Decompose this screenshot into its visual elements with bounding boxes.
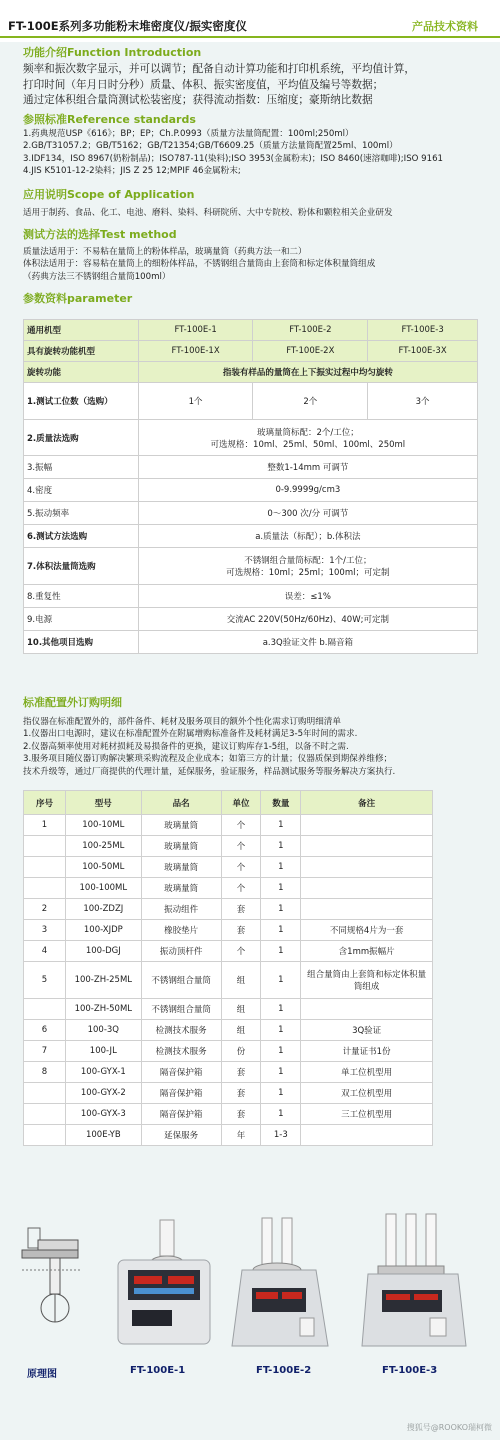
caption-schematic: 原理图: [27, 1369, 57, 1380]
order-cell: 3Q验证: [301, 1020, 433, 1041]
order-cell: 单工位机型用: [301, 1062, 433, 1083]
order-cell: 1: [261, 1041, 301, 1062]
order-row: [24, 1125, 433, 1146]
order-cell: [301, 836, 433, 857]
order-row: [24, 962, 433, 999]
order-cell: 1-3: [261, 1125, 301, 1146]
application-text: [23, 207, 493, 219]
param-value-line: 可选规格：10ml、25ml、50ml、100ml、250ml: [210, 439, 406, 450]
param-value: FT-100E-1: [138, 320, 253, 341]
order-col-header: 序号: [24, 791, 66, 815]
order-cell: 套: [221, 920, 261, 941]
application-heading: 应用说明Scope of Application: [23, 188, 195, 201]
params-row: [24, 631, 478, 654]
param-label: 9.电源: [24, 608, 139, 631]
test-method-text: [23, 246, 493, 283]
order-row: [24, 1020, 433, 1041]
order-cell: 含1mm振幅片: [301, 941, 433, 962]
order-cell: 隔音保护箱: [141, 1104, 221, 1125]
order-cell: 双工位机型用: [301, 1083, 433, 1104]
params-row: [24, 420, 478, 456]
order-header-row: [24, 791, 433, 815]
brand-label: 产品技术资料: [412, 20, 478, 33]
param-value: [138, 420, 477, 456]
order-cell: 1: [261, 1104, 301, 1125]
order-cell: 100-GYX-1: [65, 1062, 141, 1083]
order-row: [24, 1041, 433, 1062]
order-cell: [24, 1104, 66, 1125]
order-cell: 4: [24, 941, 66, 962]
order-cell: 100E-YB: [65, 1125, 141, 1146]
order-cell: 100-XJDP: [65, 920, 141, 941]
param-value: a.3Q验证文件 b.隔音箱: [138, 631, 477, 654]
param-value-line: 不锈钢组合量筒标配：1个/工位；: [244, 556, 372, 566]
order-cell: 玻璃量筒: [141, 878, 221, 899]
order-cell: 三工位机型用: [301, 1104, 433, 1125]
order-cell: 玻璃量筒: [141, 836, 221, 857]
order-row: [24, 999, 433, 1020]
param-value: 误差：≤1%: [138, 585, 477, 608]
order-cell: 套: [221, 1062, 261, 1083]
order-intro: [23, 716, 493, 778]
order-cell: 100-50ML: [65, 857, 141, 878]
param-value: 3个: [368, 383, 478, 420]
ft-100e-2-illustration: [232, 1218, 328, 1346]
param-label: 通用机型: [24, 320, 139, 341]
params-row: [24, 320, 478, 341]
order-row: [24, 920, 433, 941]
order-cell: 延保服务: [141, 1125, 221, 1146]
param-value: a.质量法（标配）；b.体积法: [138, 525, 477, 548]
order-cell: 玻璃量筒: [141, 857, 221, 878]
order-col-header: 备注: [301, 791, 433, 815]
order-cell: 玻璃量筒: [141, 815, 221, 836]
product-illustrations: [0, 1210, 500, 1380]
param-value: 0-9.9999g/cm3: [138, 479, 477, 502]
params-table: [23, 319, 478, 654]
intro-text: [23, 62, 493, 109]
schematic-diagram: [22, 1228, 80, 1322]
order-cell: 份: [221, 1041, 261, 1062]
order-cell: 组: [221, 1020, 261, 1041]
order-cell: 1: [261, 920, 301, 941]
test-method-line: （药典方法三不锈钢组合量筒100ml）: [23, 271, 171, 282]
param-label: 旋转功能: [24, 362, 139, 383]
params-row: [24, 548, 478, 585]
order-cell: 100-10ML: [65, 815, 141, 836]
param-value-line: 可选规格：10ml；25ml；100ml；可定制: [226, 568, 390, 578]
order-cell: 个: [221, 857, 261, 878]
order-cell: 套: [221, 1104, 261, 1125]
order-row: [24, 941, 433, 962]
product-images: [0, 1210, 500, 1380]
caption-ft-100e-3: FT-100E-3: [382, 1365, 438, 1376]
reference-line: 2.GB/T31057.2；GB/T5162；GB/T21354;GB/T6609.25（质量方法量筒配置25ml、100ml）: [23, 141, 398, 152]
params-row: [24, 608, 478, 631]
order-row: [24, 815, 433, 836]
order-cell: 100-GYX-2: [65, 1083, 141, 1104]
order-intro-line: 3.服务项目随仪器订购解决繁琐采购流程及企业成本；如第三方的计量；仪器质保到期保养维修；: [23, 754, 393, 765]
param-value: 1个: [138, 383, 253, 420]
order-row: [24, 1104, 433, 1125]
order-cell: 5: [24, 962, 66, 999]
param-value: FT-100E-2X: [253, 341, 368, 362]
order-cell: 年: [221, 1125, 261, 1146]
order-cell: [24, 1125, 66, 1146]
params-row: [24, 479, 478, 502]
order-cell: 检测技术服务: [141, 1020, 221, 1041]
order-cell: 100-DGJ: [65, 941, 141, 962]
order-cell: 1: [261, 815, 301, 836]
params-row: [24, 341, 478, 362]
param-label: 7.体积法量筒选购: [24, 548, 139, 585]
order-cell: 橡胶垫片: [141, 920, 221, 941]
order-cell: 个: [221, 815, 261, 836]
order-row: [24, 1083, 433, 1104]
order-cell: 8: [24, 1062, 66, 1083]
order-heading: 标准配置外订购明细: [23, 696, 122, 709]
reference-heading: 参照标准Reference standards: [23, 113, 196, 126]
param-label: 2.质量法选购: [24, 420, 139, 456]
order-cell: 1: [261, 1020, 301, 1041]
order-cell: [24, 836, 66, 857]
order-cell: 套: [221, 1083, 261, 1104]
caption-ft-100e-1: FT-100E-1: [130, 1365, 186, 1376]
order-cell: 3: [24, 920, 66, 941]
order-cell: [301, 899, 433, 920]
order-cell: [301, 1125, 433, 1146]
order-cell: 个: [221, 878, 261, 899]
reference-line: 1.药典规范USP《616》；BP；EP；Ch.P.0993（质量方法量筒配置：100ml;250ml）: [23, 129, 354, 139]
param-label: 10.其他项目选购: [24, 631, 139, 654]
params-row: [24, 585, 478, 608]
order-cell: [301, 999, 433, 1020]
order-cell: [24, 878, 66, 899]
application-line: 适用于制药、食品、化工、电池、磨料、染料、科研院所、大中专院校、粉体和颗粒相关企业研发: [23, 208, 393, 218]
order-col-header: 单位: [221, 791, 261, 815]
order-intro-line: 1.仪器出口电源时，建议在标准配置外在附属增购标准备件及耗材满足3-5年时间的需求.: [23, 729, 358, 740]
order-cell: [24, 857, 66, 878]
ft-100e-3-illustration: [362, 1214, 466, 1346]
header-bar: [0, 0, 500, 42]
order-cell: 6: [24, 1020, 66, 1041]
reference-text: [23, 128, 493, 178]
order-cell: 100-ZH-25ML: [65, 962, 141, 999]
order-cell: 不锈钢组合量筒: [141, 962, 221, 999]
param-value: FT-100E-2: [253, 320, 368, 341]
params-row: [24, 502, 478, 525]
order-cell: 100-JL: [65, 1041, 141, 1062]
test-method-line: 体积法适用于：容易粘在量筒上的细粉体样品，不锈钢组合量筒由上套筒和标定体积量筒组成: [23, 259, 376, 270]
order-table: [23, 790, 433, 1146]
order-cell: 1: [261, 836, 301, 857]
order-col-header: 数量: [261, 791, 301, 815]
order-cell: 1: [261, 1083, 301, 1104]
order-cell: 100-ZDZJ: [65, 899, 141, 920]
order-cell: 100-3Q: [65, 1020, 141, 1041]
order-cell: 不同规格4片为一套: [301, 920, 433, 941]
order-row: [24, 1062, 433, 1083]
param-value: 整数1-14mm 可调节: [138, 456, 477, 479]
order-cell: 隔音保护箱: [141, 1062, 221, 1083]
watermark: 搜狐号@ROOKO瑞柯微: [406, 1423, 492, 1432]
param-value: FT-100E-1X: [138, 341, 253, 362]
params-row: [24, 456, 478, 479]
order-cell: [24, 1083, 66, 1104]
order-row: [24, 878, 433, 899]
order-cell: 隔音保护箱: [141, 1083, 221, 1104]
reference-line: 4.JIS K5101-12-2染料；JIS Z 25 12;MPIF 46金属粉末;: [23, 166, 241, 177]
order-cell: [301, 857, 433, 878]
order-cell: 1: [261, 857, 301, 878]
param-label: 5.振动频率: [24, 502, 139, 525]
intro-line: 通过定体积组合量筒测试松装密度；获得流动指数：压缩度；豪斯纳比数据: [23, 94, 373, 106]
param-label: 具有旋转功能机型: [24, 341, 139, 362]
param-value: 0～300 次/分 可调节: [138, 502, 477, 525]
order-cell: 100-GYX-3: [65, 1104, 141, 1125]
params-row: [24, 383, 478, 420]
order-intro-line: 指仪器在标准配置外的，部件备件、耗材及服务项目的额外个性化需求订购明细清单: [23, 717, 341, 727]
order-cell: 100-25ML: [65, 836, 141, 857]
order-cell: 个: [221, 836, 261, 857]
order-intro-line: 技术升级等，通过厂商提供的代理计量，延保服务，验证服务，样品测试服务等服务解决方案执行.: [23, 766, 396, 777]
param-value-line: 玻璃量筒标配：2个/工位；: [256, 427, 359, 438]
param-label: 3.振幅: [24, 456, 139, 479]
test-method-heading: 测试方法的选择Test method: [23, 228, 177, 241]
order-row: [24, 899, 433, 920]
params-row: [24, 525, 478, 548]
order-cell: 计量证书1份: [301, 1041, 433, 1062]
param-label: 8.重复性: [24, 585, 139, 608]
order-cell: [301, 815, 433, 836]
param-value: FT-100E-3X: [368, 341, 478, 362]
order-cell: 振动顶杆件: [141, 941, 221, 962]
order-intro-line: 2.仪器高频率使用对耗材损耗及易损备件的更换，建议订购库存1-5组，以备不时之需.: [23, 741, 349, 752]
order-cell: 振动组件: [141, 899, 221, 920]
page-title: FT-100E系列多功能粉末堆密度仪/振实密度仪: [8, 19, 247, 33]
reference-line: 3.IDF134，ISO 8967(奶粉制品)；ISO787-11(染料);ISO 3953(金属粉末)；ISO 8460(速溶咖啡);ISO 9161: [23, 153, 444, 164]
order-cell: 7: [24, 1041, 66, 1062]
order-cell: 1: [24, 815, 66, 836]
order-cell: 组: [221, 999, 261, 1020]
order-cell: 检测技术服务: [141, 1041, 221, 1062]
order-row: [24, 836, 433, 857]
order-cell: 套: [221, 899, 261, 920]
order-cell: 1: [261, 962, 301, 999]
order-cell: [24, 999, 66, 1020]
header-divider: [0, 36, 500, 38]
caption-ft-100e-2: FT-100E-2: [256, 1365, 312, 1376]
order-col-header: 型号: [65, 791, 141, 815]
order-cell: 1: [261, 899, 301, 920]
order-col-header: 品名: [141, 791, 221, 815]
params-heading: 参数资料parameter: [23, 292, 133, 305]
order-cell: 1: [261, 878, 301, 899]
param-value: 指装有样品的量筒在上下振实过程中均匀旋转: [138, 362, 477, 383]
order-cell: 100-ZH-50ML: [65, 999, 141, 1020]
order-cell: [301, 878, 433, 899]
params-row: [24, 362, 478, 383]
intro-line: 打印时间（年月日时分秒）质量、体积、振实密度值，平均值及编号等数据；: [23, 78, 384, 91]
order-cell: 1: [261, 1062, 301, 1083]
param-value: FT-100E-3: [368, 320, 478, 341]
order-cell: 组: [221, 962, 261, 999]
intro-line: 频率和振次数字显示，并可以调节；配备自动计算功能和打印机系统，平均值计算，: [23, 63, 415, 75]
order-cell: 组合量筒由上套筒和标定体积量筒组成: [301, 962, 433, 999]
order-cell: 1: [261, 941, 301, 962]
order-cell: 不锈钢组合量筒: [141, 999, 221, 1020]
order-cell: 100-100ML: [65, 878, 141, 899]
intro-heading: 功能介绍Function Introduction: [23, 46, 202, 59]
order-cell: 2: [24, 899, 66, 920]
ft-100e-1-illustration: [118, 1220, 210, 1344]
param-label: 4.密度: [24, 479, 139, 502]
param-value: 2个: [253, 383, 368, 420]
param-label: 1.测试工位数（选购）: [24, 383, 139, 420]
param-value: [138, 548, 477, 585]
param-label: 6.测试方法选购: [24, 525, 139, 548]
order-row: [24, 857, 433, 878]
order-cell: 1: [261, 999, 301, 1020]
param-value: 交流AC 220V(50Hz/60Hz)、40W;可定制: [138, 608, 477, 631]
order-cell: 个: [221, 941, 261, 962]
test-method-line: 质量法适用于：不易粘在量筒上的粉体样品，玻璃量筒（药典方法一和二）: [23, 247, 307, 257]
